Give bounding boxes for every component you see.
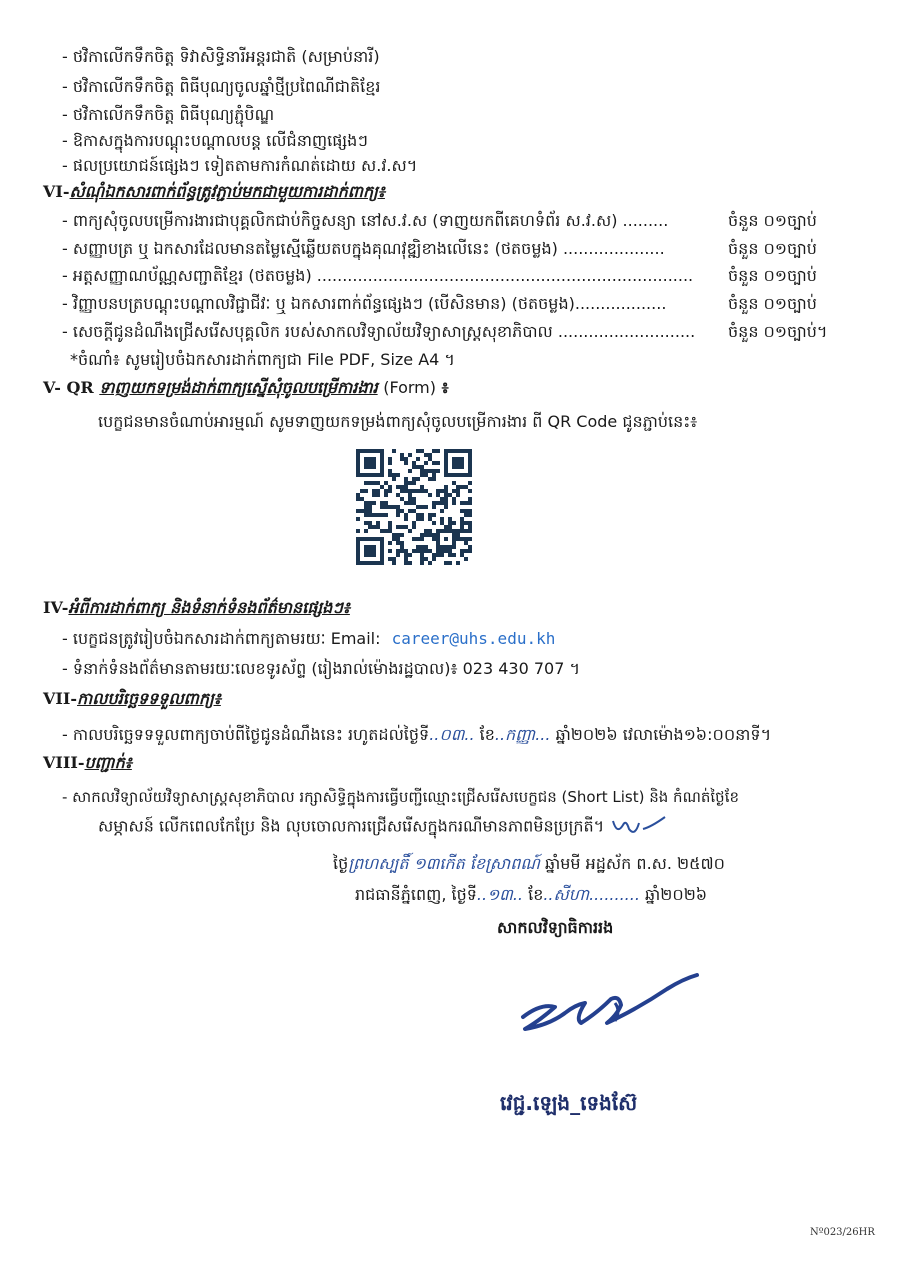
qr-description: បេក្ខជនមានចំណាប់អារម្មណ៍ សូមទាញយកទម្រង់ពាក្យសុំចូលបម្រើការងារ ពី QR Code ជូនភ្ជាប់នេះ៖	[98, 412, 698, 431]
benefit-item: - ផលប្រយោជន៍ផ្សេងៗ ទៀតតាមការកំណត់ដោយ ស.វ.ស។	[62, 156, 418, 175]
phone-line: - ទំនាក់ទំនងព័ត៌មានតាមរយៈលេខទូរស័ព្ទ (រៀងរាល់ម៉ោងរដ្ឋបាល)៖ 023 430 707 ។	[62, 659, 581, 678]
deadline-day: ..០៣..	[429, 725, 475, 744]
document-quantity: ចំនួន ០១ច្បាប់	[728, 211, 817, 230]
document-note: *ចំណាំ៖ សូមរៀបចំឯកសារដាក់ពាក្យជា File PDF, Size A4 ។	[70, 350, 455, 369]
lunar-date-suffix: ឆ្នាំមមី អដ្ឋស័ក ព.ស. ២៥៧០	[544, 854, 725, 873]
section-number: VI-	[43, 182, 70, 201]
deadline-month: ..កញ្ញា...	[494, 725, 551, 744]
section-number: VII-	[43, 689, 78, 708]
solar-date-prefix: រាជធានីភ្នំពេញ, ថ្ងៃទី	[355, 885, 477, 904]
colon-mark: ៖	[441, 378, 449, 397]
lunar-date-prefix: ថ្ងៃ	[333, 854, 349, 873]
solar-year: ឆ្នាំ២០២៦	[645, 885, 708, 904]
section-v-heading	[43, 377, 449, 399]
note-line-text: សម្ភាសន៍ លើកពេលកែប្រែ និង លុបចោលការជ្រើសរើសក្នុងករណីមានភាពមិនប្រក្រតី។	[98, 816, 605, 836]
email-prefix: - បេក្ខជនត្រូវរៀបចំឯកសារដាក់ពាក្យតាមរយៈ Email:	[62, 629, 381, 648]
document-quantity: ចំនួន ០១ច្បាប់	[728, 266, 817, 285]
section-vi-heading	[43, 181, 385, 203]
benefit-item: - ឱកាសក្នុងការបណ្តុះបណ្តាលបន្ត លើជំនាញផ្សេងៗ	[62, 131, 368, 150]
document-quantity: ចំនួន ០១ច្បាប់	[728, 239, 817, 258]
section-number: V- QR	[43, 378, 94, 397]
benefit-item: - ថវិកាលើកទឹកចិត្ត ពិធីបុណ្យចូលឆ្នាំថ្មីប្រពៃណីជាតិខ្មែរ	[62, 77, 381, 96]
section-viii-heading	[43, 752, 132, 774]
form-label: (Form)	[383, 378, 437, 397]
signer-title: សាកលវិទ្យាធិការរង	[497, 918, 614, 937]
document-item: - សេចក្តីជូនដំណឹងជ្រើសរើសបុគ្គលិក របស់សាកលវិទ្យាល័យវិទ្យាសាស្ត្រសុខាភិបាល ...........................	[62, 322, 696, 341]
document-item: - ពាក្យសុំចូលបម្រើការងារជាបុគ្គលិកជាប់កិច្ចសន្យា នៅស.វ.ស (ទាញយកពីគេហទំព័រ ស.វ.ស) .........	[62, 211, 669, 230]
signer-name: វេជ្ជ.ឡេង_ទេងស៊ែ	[500, 1091, 638, 1115]
note-line	[98, 815, 669, 839]
deadline-line	[62, 724, 771, 746]
section-title: បញ្ជាក់៖	[84, 753, 132, 772]
deadline-month-label: ខែ	[479, 725, 495, 744]
section-number: IV-	[43, 598, 69, 617]
document-item: - អត្តសញ្ញាណប័ណ្ណសញ្ជាតិខ្មែរ (ថតចម្លង) ..........................................................................	[62, 266, 694, 285]
document-quantity: ចំនួន ០១ច្បាប់	[728, 294, 817, 313]
solar-month-label: ខែ	[528, 885, 544, 904]
section-title: សំណុំឯកសារពាក់ព័ន្ធត្រូវភ្ជាប់មកជាមួយការដាក់ពាក្យ៖	[69, 182, 385, 201]
benefit-item: - ថវិកាលើកទឹកចិត្ត ពិធីបុណ្យភ្ជុំបិណ្ឌ	[62, 105, 275, 124]
document-item: - វិញ្ញាបនបត្របណ្តុះបណ្តាលវិជ្ជាជីវៈ ឬ ឯកសារពាក់ព័ន្ធផ្សេងៗ (បើសិនមាន) (ថតចម្លង)..................	[62, 294, 667, 313]
lunar-date-line	[333, 853, 725, 875]
solar-date-line	[355, 884, 707, 906]
section-vii-heading	[43, 688, 221, 710]
document-quantity: ចំនួន ០១ច្បាប់។	[728, 322, 828, 341]
initials-mark	[609, 815, 669, 839]
note-line: - សាកលវិទ្យាល័យវិទ្យាសាស្ត្រសុខាភិបាល រក្សាសិទ្ធិក្នុងការធ្វើបញ្ជីឈ្មោះជ្រើសរើសបេក្ខជន (Short List) និង កំណត់ថ្ងៃខែ	[62, 788, 739, 806]
solar-month: ..សីហា..........	[543, 885, 640, 904]
lunar-date-handwritten: ព្រហស្បតិ៍ ១៣កើត ខែស្រាពណ៍	[348, 854, 540, 873]
deadline-time: ឆ្នាំ២០២៦ វេលាម៉ោង១៦:០០នាទី។	[555, 725, 772, 744]
email-link[interactable]: career@uhs.edu.kh	[391, 629, 556, 648]
section-title: កាលបរិច្ឆេទទទួលពាក្យ៖	[77, 689, 221, 708]
solar-day: ..១៣..	[476, 885, 524, 904]
section-iv-heading	[43, 597, 350, 619]
section-title: អំពីការដាក់ពាក្យ និងទំនាក់ទំនងព័ត៌មានផ្សេងៗ៖	[68, 598, 350, 617]
section-title: ទាញយកទម្រង់ដាក់ពាក្យស្នើសុំចូលបម្រើការងារ	[99, 378, 378, 397]
email-line	[62, 628, 555, 650]
benefit-item: - ថវិកាលើកទឹកចិត្ត ទិវាសិទ្ធិនារីអន្តរជាតិ (សម្រាប់នារី)	[62, 47, 380, 66]
section-number: VIII-	[43, 753, 85, 772]
deadline-text: - កាលបរិច្ឆេទទទួលពាក្យចាប់ពីថ្ងៃជូនដំណឹងនេះ រហូតដល់ថ្ងៃទី	[62, 725, 430, 744]
document-item: - សញ្ញាបត្រ ឬ ឯកសារដែលមានតម្លៃស្មើឆ្លើយតបក្នុងគុណវុឌ្ឍិខាងលើនេះ (ថតចម្លង) ....................	[62, 239, 665, 258]
reference-number: Nº023/26HR	[810, 1227, 875, 1238]
signature-image	[515, 965, 715, 1040]
qr-code-image[interactable]	[356, 449, 472, 565]
